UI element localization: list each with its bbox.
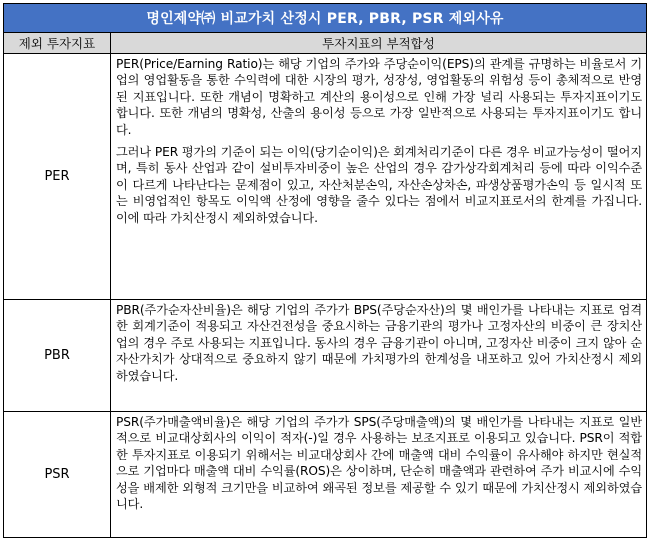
- column-header-row: [4, 33, 647, 54]
- exclusion-reason-table: [3, 3, 647, 538]
- table-row-per: [4, 54, 647, 300]
- table-title-row: [4, 4, 647, 33]
- column-header-indicator: 제외 투자지표: [4, 33, 111, 54]
- indicator-label-psr: PSR: [4, 412, 111, 538]
- description-cell-psr: [111, 412, 647, 538]
- indicator-label-per: PER: [4, 54, 111, 300]
- description-paragraph: PSR(주가매출액비율)은 해당 기업의 주가가 SPS(주당매출액)의 몇 배인가를 나타내는 지표로 일반적으로 비교대상회사의 이익이 적자(-)일 경우 사용하는 보조지표로 이용되고 있습니다. PSR이 적합한 투자지표로 이용되기 위해서는 비교대상회사 간에 매출액 대비 수익률이 유사해야 하지만 현실적으로 기업마다 매출액 대비 수익률(ROS)은 상이하며, 단순히 매출액과 관련하여 주가 비교시에 수익성을 배제한 외형적 크기만을 비교하여 왜곡된 정보를 제공할 수 있기 때문에 가치산정시 제외하였습니다.: [116, 415, 642, 512]
- description-cell-per: [111, 54, 647, 300]
- description-paragraph: PBR(주가순자산비율)은 해당 기업의 주가가 BPS(주당순자산)의 몇 배인가를 나타내는 지표로 엄격한 회계기준이 적용되고 자산건전성을 중요시하는 금융기관의 평가나 고정자산의 비중이 큰 장치산업의 경우 주로 사용되는 지표입니다. 동사의 경우 금융기관이 아니며, 고정자산 비중이 크지 않아 순자산가치가 상대적으로 중요하지 않기 때문에 가치평가의 한계성을 내포하고 있어 가치산정시 제외하였습니다.: [116, 303, 642, 383]
- table-title: 명인제약㈜ 비교가치 산정시 PER, PBR, PSR 제외사유: [4, 4, 647, 33]
- description-cell-pbr: [111, 300, 647, 412]
- exclusion-table-container: [3, 3, 646, 538]
- indicator-label-pbr: PBR: [4, 300, 111, 412]
- description-paragraph: 그러나 PER 평가의 기준이 되는 이익(당기순이익)은 회계처리기준이 다른 경우 비교가능성이 떨어지며, 특히 동사 산업과 같이 설비투자비중이 높은 산업의 경우 감가상각회계처리 등에 따라 이익수준이 다르게 나타난다는 문제점이 있고, 자산처분손익, 자산손상차손, 파생상품평가손익 등 일시적 또는 비영업적인 항목도 이익액 산정에 영향을 줄수 있다는 점에서 비교지표로서의 한계를 가집니다. 이에 따라 가치산정시 제외하였습니다.: [116, 145, 642, 225]
- description-paragraph: PER(Price/Earning Ratio)는 해당 기업의 주가와 주당순이익(EPS)의 관계를 규명하는 비율로서 기업의 영업활동을 통한 수익력에 대한 시장의 평가, 성장성, 영업활동의 위험성 등이 총체적으로 반영된 지표입니다. 또한 개념이 명확하고 계산의 용이성으로 인해 가장 널리 사용되는 투자지표이기도 합니다. 또한 개념의 명확성, 산출의 용이성 등으로 가장 일반적으로 사용되는 투자지표이기도 합니다.: [116, 57, 642, 137]
- column-header-unsuitability: 투자지표의 부적합성: [111, 33, 647, 54]
- table-row-psr: [4, 412, 647, 538]
- table-row-pbr: [4, 300, 647, 412]
